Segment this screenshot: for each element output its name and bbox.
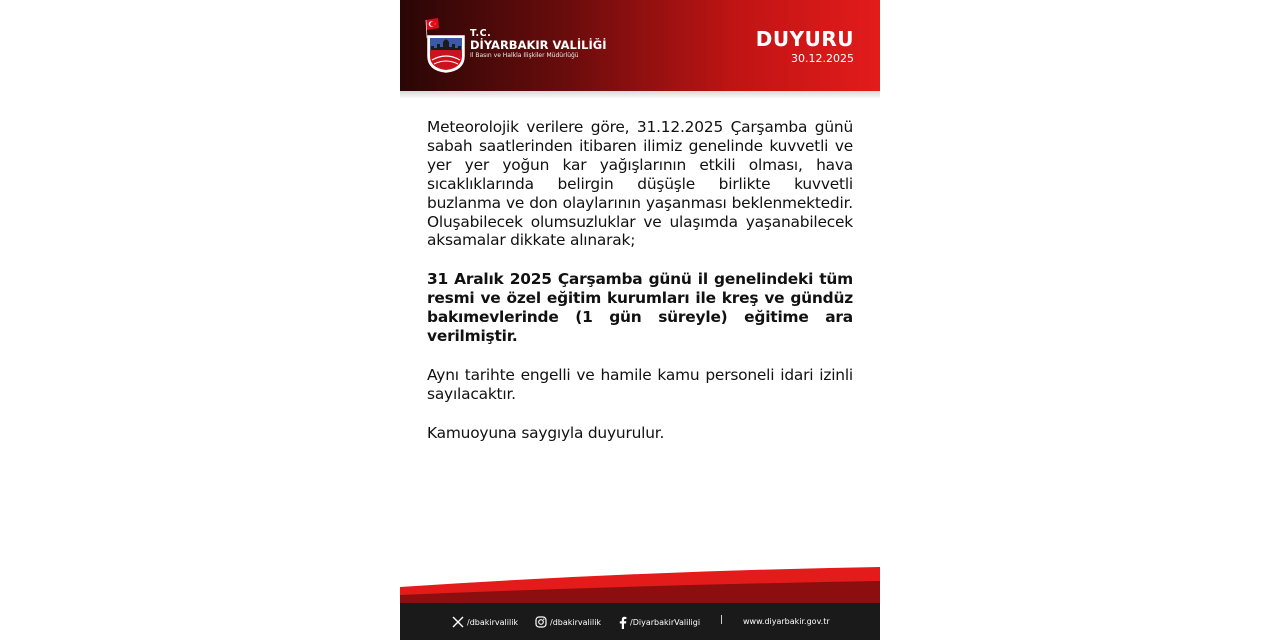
org-subtitle: İl Basın ve Halkla İlişkiler Müdürlüğü bbox=[470, 52, 579, 59]
website-url: www.diyarbakir.gov.tr bbox=[743, 617, 830, 626]
x-link[interactable] bbox=[452, 616, 518, 628]
footer-wave bbox=[400, 565, 880, 605]
announcement-date: 30.12.2025 bbox=[791, 52, 854, 65]
announcement-title: DUYURU bbox=[755, 27, 854, 51]
footer-bar bbox=[400, 603, 880, 640]
header-shadow bbox=[400, 91, 880, 99]
paragraph-school-closure: 31 Aralık 2025 Çarşamba günü il genelindeki tüm resmi ve özel eğitim kurumları ile kreş ve gündüz bakımevlerinde (1 gün süreyle) eğitime ara verilmiştir. bbox=[427, 270, 853, 346]
organization-block bbox=[470, 28, 606, 60]
announcement-document bbox=[400, 0, 880, 640]
org-tc: T.C. bbox=[470, 28, 492, 39]
facebook-icon bbox=[619, 616, 627, 629]
website-link[interactable] bbox=[743, 616, 830, 627]
x-handle: /dbakirvalilik bbox=[467, 617, 519, 627]
instagram-handle: /dbakirvalilik bbox=[550, 617, 602, 627]
instagram-icon bbox=[535, 616, 547, 628]
footer-separator: | bbox=[720, 615, 724, 625]
instagram-link[interactable] bbox=[535, 616, 601, 628]
turkish-flag-icon bbox=[426, 18, 439, 38]
announcement-body bbox=[427, 118, 853, 463]
paragraph-closing: Kamuoyuna saygıyla duyurulur. bbox=[427, 423, 665, 442]
org-name: DİYARBAKIR VALİLİĞİ bbox=[470, 38, 607, 52]
x-icon bbox=[452, 616, 464, 628]
governorship-logo bbox=[424, 16, 468, 74]
header-banner bbox=[400, 0, 880, 91]
paragraph-staff-leave: Aynı tarihte engelli ve hamile kamu personeli idari izinli sayılacaktır. bbox=[427, 365, 853, 403]
facebook-link[interactable] bbox=[619, 616, 700, 629]
facebook-handle: /DiyarbakirValiligi bbox=[630, 618, 701, 627]
paragraph-weather: Meteorolojik verilere göre, 31.12.2025 Çarşamba günü sabah saatlerinden itibaren ilimiz genelinde kuvvetli ve yer yer yoğun kar yağışlarının etkili olması, hava sıcaklıklarında belirgin düşüşle birlikte kuvvetli buzlanma ve don olaylarının yaşanması beklenmektedir. Oluşabilecek olumsuzluklar ve ulaşımda yaşanabilecek aksamalar dikkate alınarak; bbox=[427, 118, 853, 250]
